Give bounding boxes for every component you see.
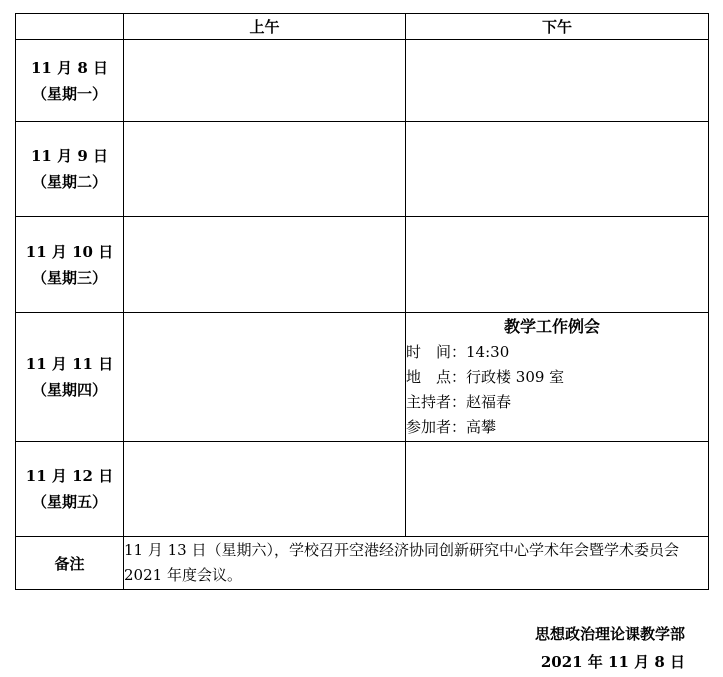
day-weekday: （星期一） bbox=[31, 84, 107, 103]
signature-date: 2021 年 11 月 8 日 bbox=[540, 653, 685, 671]
day-date: 11 月 11 日 bbox=[25, 355, 114, 373]
meeting-time-label: 时 间： bbox=[406, 343, 467, 361]
header-date bbox=[16, 14, 124, 40]
day-date: 11 月 9 日 bbox=[31, 147, 108, 165]
afternoon-cell bbox=[406, 40, 709, 122]
day-weekday: （星期四） bbox=[31, 381, 107, 399]
morning-cell bbox=[124, 313, 406, 442]
afternoon-cell bbox=[406, 217, 709, 313]
date-cell bbox=[16, 40, 124, 122]
meeting-place-line bbox=[406, 365, 708, 390]
meeting-cell bbox=[406, 313, 709, 442]
header-afternoon: 下午 bbox=[406, 14, 709, 40]
day-date: 11 月 10 日 bbox=[25, 242, 114, 261]
morning-cell bbox=[124, 122, 406, 217]
notes-row bbox=[16, 537, 709, 590]
morning-cell bbox=[124, 442, 406, 537]
day-date: 11 月 12 日 bbox=[25, 467, 114, 485]
meeting-place-label: 地 点： bbox=[406, 368, 467, 386]
morning-cell bbox=[124, 217, 406, 313]
meeting-time-value: 14:30 bbox=[466, 343, 510, 361]
table-row bbox=[16, 40, 709, 122]
meeting-time-line bbox=[406, 340, 708, 365]
meeting-attendee-label: 参加者： bbox=[406, 418, 467, 436]
signature-department: 思想政治理论课教学部 bbox=[534, 625, 685, 643]
meeting-host-line bbox=[406, 390, 708, 415]
morning-cell bbox=[124, 40, 406, 122]
meeting-title: 教学工作例会 bbox=[503, 317, 600, 336]
table-row bbox=[16, 217, 709, 313]
meeting-host-label: 主持者： bbox=[406, 393, 467, 411]
header-morning: 上午 bbox=[124, 14, 406, 40]
table-row bbox=[16, 313, 709, 442]
meeting-place-value: 行政楼 309 室 bbox=[466, 368, 565, 386]
day-weekday: （星期三） bbox=[31, 268, 107, 287]
table-row bbox=[16, 122, 709, 217]
meeting-host-value: 赵福春 bbox=[466, 393, 512, 411]
afternoon-cell bbox=[406, 122, 709, 217]
meeting-attendee-value: 高攀 bbox=[466, 418, 497, 436]
date-cell bbox=[16, 313, 124, 442]
day-weekday: （星期五） bbox=[31, 493, 107, 511]
date-cell bbox=[16, 217, 124, 313]
notes-text: 11 月 13 日（星期六），学校召开空港经济协同创新研究中心学术年会暨学术委员会 2021 年度会议。 bbox=[124, 537, 709, 590]
table-header-row bbox=[16, 14, 709, 40]
meeting-attendee-line bbox=[406, 415, 708, 440]
notes-label: 备注 bbox=[16, 537, 124, 590]
day-date: 11 月 8 日 bbox=[31, 58, 108, 77]
signature-block bbox=[535, 620, 685, 676]
afternoon-cell bbox=[406, 442, 709, 537]
date-cell bbox=[16, 442, 124, 537]
date-cell bbox=[16, 122, 124, 217]
day-weekday: （星期二） bbox=[31, 173, 107, 191]
table-row bbox=[16, 442, 709, 537]
weekly-schedule-table bbox=[15, 13, 709, 590]
